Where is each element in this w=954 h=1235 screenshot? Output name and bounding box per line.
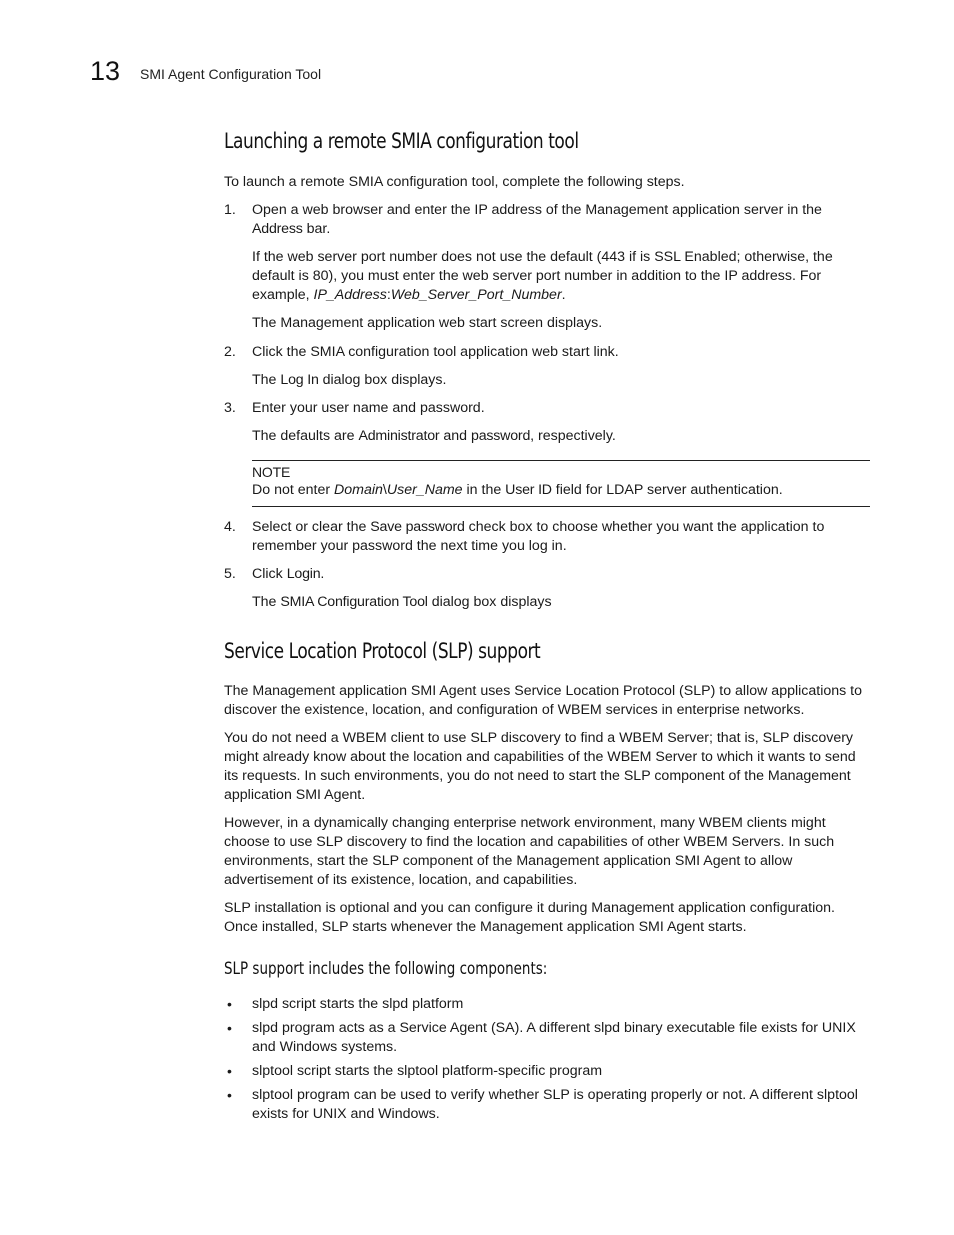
- slp-paragraph-1: The Management application SMI Agent uses Service Location Protocol (SLP) to allow applications to discover the existence, location, and configuration of WBEM services in enterprise networks.: [224, 683, 863, 718]
- bullet-icon: •: [227, 1020, 232, 1036]
- bullet-icon: •: [227, 1063, 232, 1079]
- ui-label-log-in: Log In: [280, 372, 319, 388]
- step-1: [224, 201, 870, 239]
- step-text: Select or clear the Save password check box to choose whether you want the application to remember your password the next time you log in.: [252, 519, 825, 554]
- step-text: Click Login.: [252, 566, 325, 582]
- note-box: [252, 460, 870, 507]
- note-label: NOTE: [252, 464, 291, 480]
- slp-paragraph-4: SLP installation is optional and you can configure it during Management application configuration. Once installed, SLP starts whenever the Management application SMI Agent starts.: [224, 900, 835, 935]
- step-text: Enter your user name and password.: [252, 400, 485, 416]
- subheading-slp-components: SLP support includes the following components:: [224, 959, 548, 979]
- section-heading-launching: Launching a remote SMIA configuration tool: [224, 129, 579, 153]
- placeholder-ip-address: IP_Address: [313, 287, 387, 303]
- step-number: 4.: [224, 519, 236, 535]
- section-heading-slp: Service Location Protocol (SLP) support: [224, 639, 541, 663]
- slp-paragraph-2: You do not need a WBEM client to use SLP discovery to find a WBEM Server; that is, SLP discovery might already know about the location and capabilities of the WBEM Server to which it wants to send its requests. In such environments, you do not need to start the SLP component of the Management application SMI Agent.: [224, 730, 856, 803]
- page-content: [224, 127, 870, 1124]
- step-text: Open a web browser and enter the IP address of the Management application server in the Address bar.: [252, 202, 822, 237]
- step-text: Click the SMIA configuration tool application web start link.: [252, 344, 619, 360]
- step-5: [224, 565, 870, 584]
- step-1-result: The Management application web start screen displays.: [252, 315, 603, 331]
- placeholder-port-number: Web_Server_Port_Number: [390, 287, 562, 303]
- intro-paragraph: To launch a remote SMIA configuration tool, complete the following steps.: [224, 174, 685, 190]
- step-2-result: The Log In dialog box displays.: [252, 372, 447, 388]
- step-number: 3.: [224, 400, 236, 416]
- step-1-detail: If the web server port number does not use the default (443 if is SSL Enabled; otherwise, the default is 80), you must enter the web server port number in addition to the IP address. For example, IP_Address:Web_Server_Port_Number.: [252, 249, 833, 303]
- ui-label-password: password: [471, 428, 531, 444]
- step-4: [224, 518, 870, 556]
- ui-label-login: Login: [286, 566, 321, 582]
- slp-components-list: [224, 995, 870, 1124]
- bullet-icon: •: [227, 996, 232, 1012]
- chapter-number: 13: [90, 56, 121, 86]
- note-text: Do not enter Domain\User_Name in the User ID field for LDAP server authentication.: [252, 482, 783, 498]
- list-item: • slptool program can be used to verify whether SLP is operating properly or not. A different slptool exists for UNIX and Windows.: [227, 1087, 858, 1122]
- step-number: 5.: [224, 566, 236, 582]
- step-3-result: The defaults are Administrator and password, respectively.: [252, 428, 616, 444]
- step-2: [224, 343, 870, 362]
- ui-label-smia-configuration-tool: SMIA Configuration Tool: [280, 594, 428, 610]
- ui-label-user-id: User ID: [505, 482, 552, 498]
- list-item: • slpd script starts the slpd platform: [227, 996, 464, 1012]
- bullet-icon: •: [227, 1087, 232, 1103]
- ui-label-administrator: Administrator: [358, 428, 440, 444]
- step-number: 2.: [224, 344, 236, 360]
- list-item: • slptool script starts the slptool platform-specific program: [227, 1063, 603, 1079]
- chapter-title: SMI Agent Configuration Tool: [140, 66, 322, 82]
- slp-paragraph-3: However, in a dynamically changing enterprise network environment, many WBEM clients might choose to use SLP discovery to find the location and capabilities of other WBEM Servers. In such environments, start the SLP component of the Management application SMI Agent to allow advertisement of its existence, location, and capabilities.: [224, 815, 835, 888]
- ui-label-address: Address: [252, 221, 303, 237]
- step-number: 1.: [224, 202, 236, 218]
- step-5-result: The SMIA Configuration Tool dialog box displays: [252, 594, 552, 610]
- list-item: • slpd program acts as a Service Agent (SA). A different slpd binary executable file exists for UNIX and Windows systems.: [227, 1020, 856, 1055]
- step-3: [224, 399, 870, 418]
- ui-label-save-password: Save password: [370, 519, 465, 535]
